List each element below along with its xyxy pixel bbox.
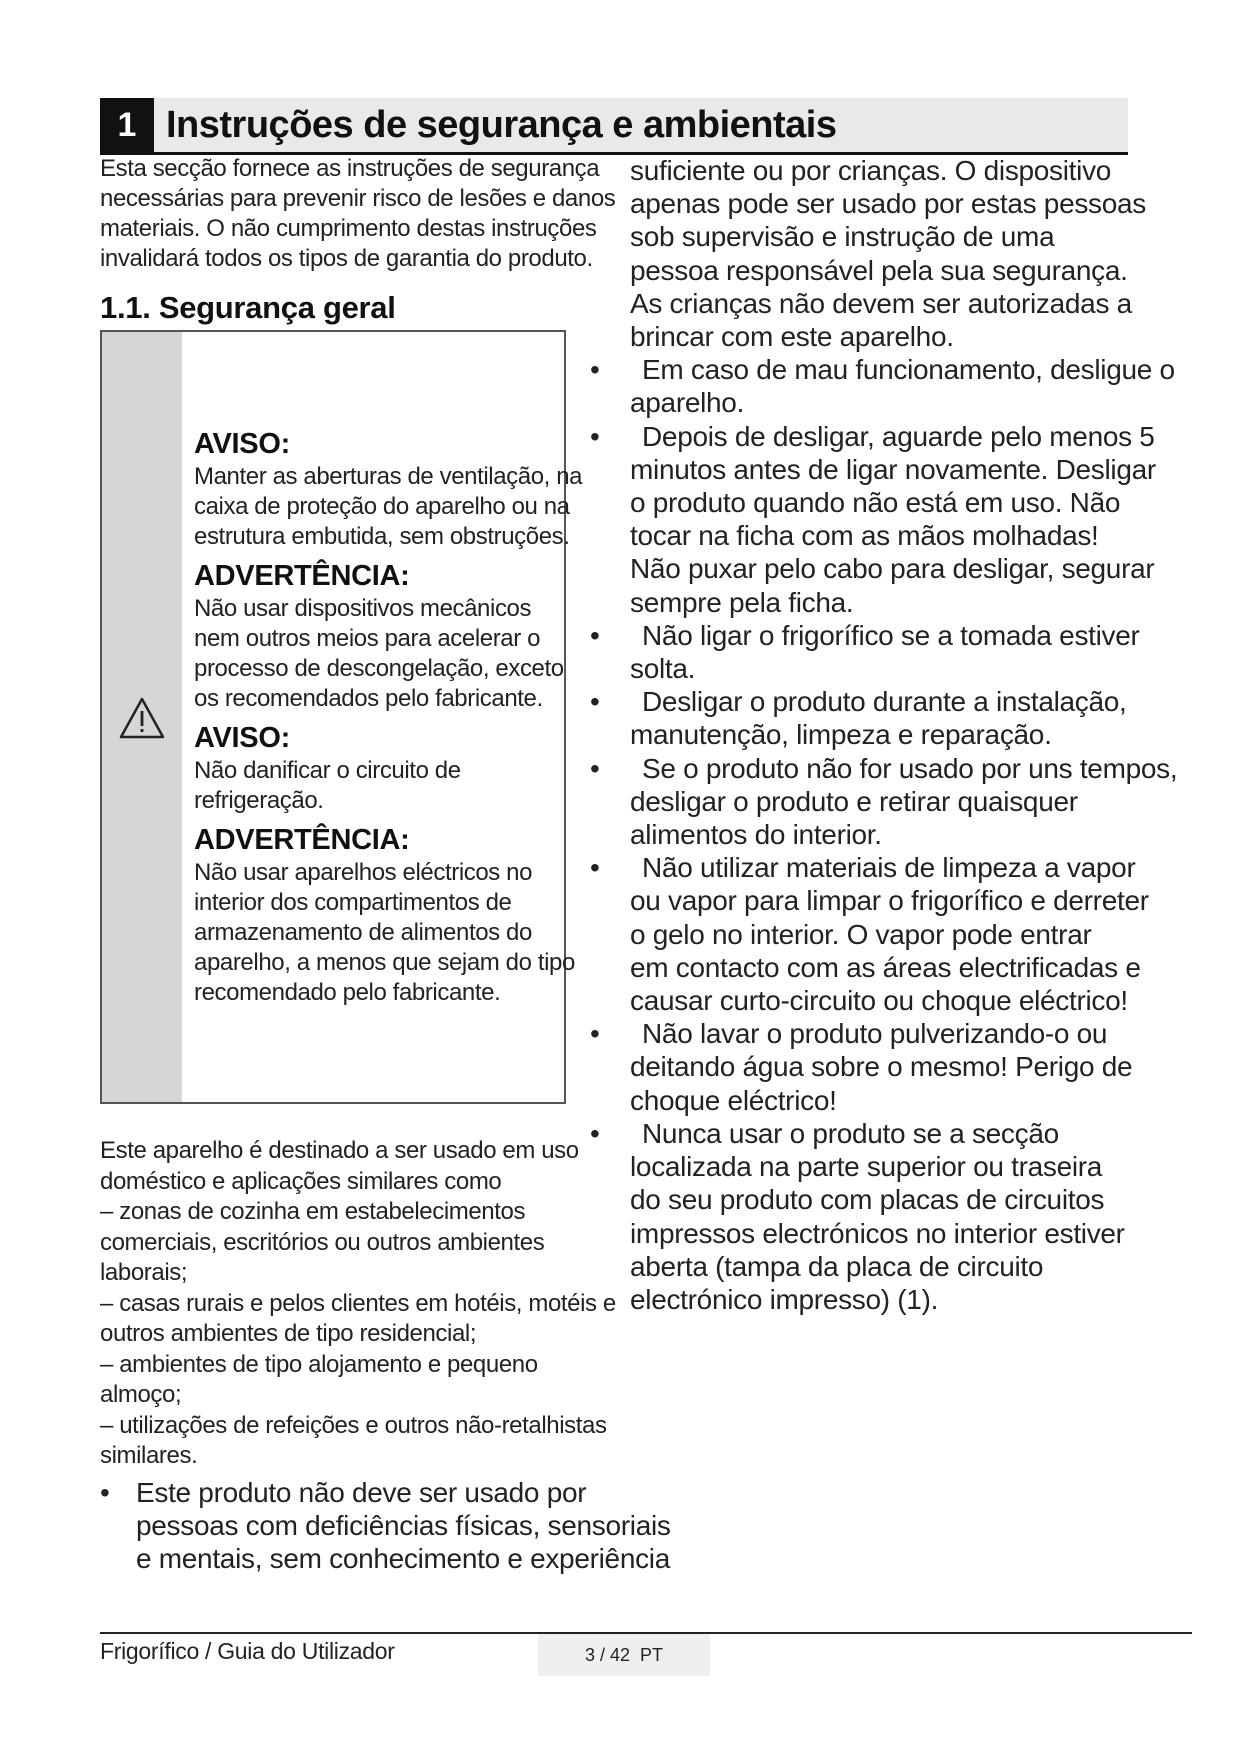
bullet-line: causar curto-circuito ou choque eléctrico! <box>630 985 1128 1017</box>
list-item <box>590 685 1177 751</box>
intro-line: invalidará todos os tipos de garantia do produto. <box>100 245 593 272</box>
bullet-line: do seu produto com placas de circuitos <box>630 1184 1105 1216</box>
bullet-line: electrónico impresso) (1). <box>630 1283 939 1315</box>
warning-line: processo de descongelação, exceto <box>194 655 564 682</box>
intro-line: materiais. O não cumprimento destas instruções <box>100 215 597 242</box>
usage-line: – utilizações de refeições e outros não-retalhistas <box>100 1411 607 1439</box>
usage-line: similares. <box>100 1442 198 1469</box>
warning-line: nem outros meios para acelerar o <box>194 625 541 652</box>
usage-line: – ambientes de tipo alojamento e pequeno <box>100 1350 538 1378</box>
bullet-line: manutenção, limpeza e reparação. <box>630 719 1052 751</box>
page-number: 3 / 42 PT <box>538 1634 710 1676</box>
usage-line: almoço; <box>100 1381 182 1408</box>
list-item <box>590 353 1177 419</box>
list-item <box>590 851 1177 1017</box>
bullet-line: desligar o produto e retirar quaisquer <box>630 785 1078 817</box>
warning-title: AVISO: <box>194 428 290 460</box>
section-number: 1 <box>100 98 154 152</box>
usage-line: – zonas de cozinha em estabelecimentos <box>100 1198 526 1225</box>
bullet-marker: • <box>590 1117 600 1149</box>
intro-paragraph <box>100 154 615 274</box>
subsection-title: 1.1. Segurança geral <box>100 290 396 325</box>
warning-text <box>194 756 566 816</box>
bullet-line: solta. <box>630 653 696 685</box>
bullet-line: Não utilizar materiais de limpeza a vapor <box>642 852 1136 884</box>
warning-line: Não usar aparelhos eléctricos no <box>194 859 533 886</box>
right-intro-line: As crianças não devem ser autorizadas a <box>630 287 1132 319</box>
list-item <box>590 1117 1177 1316</box>
warning-title: AVISO: <box>194 722 290 754</box>
warning-text <box>194 594 566 714</box>
bullet-line: Depois de desligar, aguarde pelo menos 5 <box>642 420 1155 452</box>
bullet-line: o gelo no interior. O vapor pode entrar <box>630 918 1092 950</box>
warning-text <box>194 858 575 1008</box>
usage-line: doméstico e aplicações similares como <box>100 1167 502 1195</box>
bullet-line: tocar na ficha com as mãos molhadas! <box>630 520 1099 552</box>
bullet-marker: • <box>590 354 600 386</box>
warning-title: ADVERTÊNCIA: <box>194 824 410 856</box>
usage-line: outros ambientes de tipo residencial; <box>100 1320 477 1347</box>
warning-triangle-icon <box>118 696 166 740</box>
usage-line: laborais; <box>100 1259 188 1286</box>
right-intro-line: pessoa responsável pela sua segurança. <box>630 254 1128 286</box>
right-intro-line: apenas pode ser usado por estas pessoas <box>630 188 1146 220</box>
bullet-line: em contacto com as áreas electrificadas e <box>630 951 1141 983</box>
right-column <box>590 154 1178 1316</box>
usage-line: – casas rurais e pelos clientes em hotéis, motéis e <box>100 1289 616 1317</box>
bullet-line: Se o produto não for usado por uns tempos, <box>642 752 1178 784</box>
warning-line: Não danificar o circuito de <box>194 757 461 784</box>
warning-line: recomendado pelo fabricante. <box>194 979 501 1006</box>
bullet-line: aberta (tampa da placa de circuito <box>630 1250 1044 1282</box>
bullet-line: minutos antes de ligar novamente. Desligar <box>630 453 1156 485</box>
list-item <box>590 619 1177 685</box>
usage-paragraph <box>100 1136 616 1472</box>
bullet-line: impressos electrónicos no interior estiver <box>630 1217 1125 1249</box>
bullet-marker: • <box>100 1477 110 1508</box>
warning-line: armazenamento de alimentos do <box>194 919 532 946</box>
bullet-line: deitando água sobre o mesmo! Perigo de <box>630 1051 1133 1083</box>
list-item <box>590 1017 1177 1117</box>
warning-line: caixa de proteção do aparelho ou na <box>194 493 570 520</box>
bullet-marker: • <box>590 686 600 718</box>
bullet-line: Não ligar o frigorífico se a tomada estiver <box>642 619 1140 651</box>
warning-line: os recomendados pelo fabricante. <box>194 685 543 712</box>
usage-line: comerciais, escritórios ou outros ambientes <box>100 1228 545 1256</box>
warning-line: interior dos compartimentos de <box>194 889 512 916</box>
warning-content <box>194 426 583 1014</box>
bullet-marker: • <box>590 752 600 784</box>
warning-text <box>194 462 583 552</box>
right-intro-line: sob supervisão e instrução de uma <box>630 221 1055 253</box>
bullet-line: Nunca usar o produto se a secção <box>642 1117 1059 1149</box>
bullet-line: localizada na parte superior ou traseira <box>630 1151 1103 1183</box>
section-title: Instruções de segurança e ambientais <box>166 104 837 146</box>
warning-line: refrigeração. <box>194 787 324 814</box>
bullet-line: Em caso de mau funcionamento, desligue o <box>642 354 1175 386</box>
warning-line: aparelho, a menos que sejam do tipo <box>194 949 575 976</box>
right-intro-line: suficiente ou por crianças. O dispositivo <box>630 155 1112 186</box>
bullet-marker: • <box>590 1018 600 1050</box>
bullet-marker: • <box>590 619 600 651</box>
bullet-line: o produto quando não está em uso. Não <box>630 487 1121 519</box>
bullet-line: alimentos do interior. <box>630 819 882 851</box>
warning-title: ADVERTÊNCIA: <box>194 560 410 592</box>
intro-line: Esta secção fornece as instruções de segurança <box>100 155 600 182</box>
list-item <box>590 752 1178 852</box>
bullet-line: Não puxar pelo cabo para desligar, segurar <box>630 553 1155 585</box>
bullet-line: sempre pela ficha. <box>630 586 854 618</box>
bullet-marker: • <box>590 420 600 452</box>
bullet-line: Desligar o produto durante a instalação, <box>642 686 1127 718</box>
intro-line: necessárias para prevenir risco de lesões e danos <box>100 185 616 212</box>
warning-line: estrutura embutida, sem obstruções. <box>194 523 570 550</box>
list-item <box>590 420 1177 619</box>
bullet-line: ou vapor para limpar o frigorífico e derreter <box>630 885 1149 917</box>
warning-line: Não usar dispositivos mecânicos <box>194 595 532 622</box>
bullet-line: Não lavar o produto pulverizando-o ou <box>642 1018 1108 1050</box>
bullet-marker: • <box>590 852 600 884</box>
bullet-line: Este produto não deve ser usado por <box>136 1477 587 1508</box>
usage-line: Este aparelho é destinado a ser usado em uso <box>100 1137 579 1164</box>
bullet-line: pessoas com deficiências físicas, sensoriais <box>136 1510 671 1541</box>
right-intro-line: brincar com este aparelho. <box>630 321 954 353</box>
list-item <box>100 1476 671 1575</box>
bullet-line: choque eléctrico! <box>630 1084 837 1116</box>
bullet-line: aparelho. <box>630 387 745 419</box>
bullet-line: e mentais, sem conhecimento e experiência <box>136 1543 670 1574</box>
warning-line: Manter as aberturas de ventilação, na <box>194 463 583 490</box>
footer-title: Frigorífico / Guia do Utilizador <box>100 1638 395 1664</box>
left-bullet-list <box>100 1476 671 1575</box>
